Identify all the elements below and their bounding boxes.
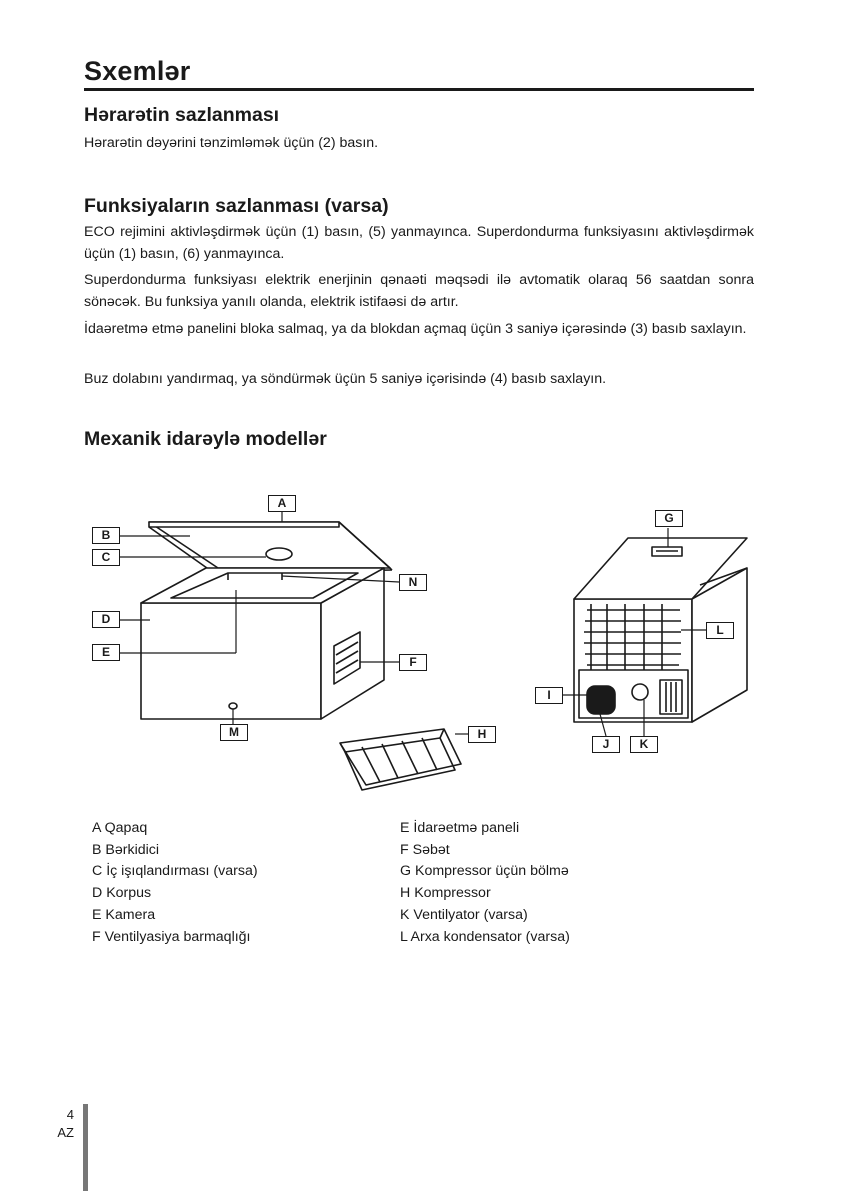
label-E: E <box>92 644 120 661</box>
label-N: N <box>399 574 427 591</box>
page-number: 4 <box>66 1107 74 1122</box>
legend-item: G Kompressor üçün bölmə <box>400 863 569 880</box>
label-A: A <box>268 495 296 512</box>
functions-paragraph-4: Buz dolabını yandırmaq, ya söndürmək üçün 5 saniyə içərisində (4) basıb saxlayın. <box>84 371 607 387</box>
legend-right <box>400 818 570 948</box>
legend-left <box>92 818 258 948</box>
functions-paragraph-3: İdaəretmə etmə panelini bloka salmaq, ya da blokdan açmaq üçün 3 saniyə içərəsində (3) basıb saxlayın. <box>84 321 747 337</box>
heading-mechanical: Mexanik idarəylə modellər <box>84 428 327 450</box>
label-L: L <box>706 622 734 639</box>
legend-item: F Səbət <box>400 841 450 858</box>
language-code: AZ <box>57 1125 74 1140</box>
legend-item: E Kamera <box>92 906 156 923</box>
label-G: G <box>655 510 683 527</box>
label-C: C <box>92 549 120 566</box>
label-J: J <box>592 736 620 753</box>
freezer-diagram <box>0 480 842 800</box>
label-I: I <box>535 687 563 704</box>
functions-paragraph-1: ECO rejimini aktivləşdirmək üçün (1) basın, (5) yanmayınca. Superdondurma funksiyasını aktivləşdirmək üçün (1) basın, (6) yanmayınca. <box>84 224 754 262</box>
label-H: H <box>468 726 496 743</box>
legend-item: A Qapaq <box>92 820 148 836</box>
label-B: B <box>92 527 120 544</box>
functions-paragraph-2: Superdondurma funksiyası elektrik enerjinin qənaəti məqsədi ilə avtomatik olaraq 56 saatdan sonra sönəcək. Bu funksiya yanılı olanda, elektrik istifaəsi də artır. <box>84 272 754 310</box>
legend-item: C İç işıqlandırması (varsa) <box>92 863 258 880</box>
legend-item: F Ventilyasiya barmaqlığı <box>92 928 251 945</box>
heading-functions: Funksiyaların sazlanması (varsa) <box>84 195 389 217</box>
title-rule <box>84 88 754 91</box>
legend-item: K Ventilyator (varsa) <box>400 906 528 923</box>
temperature-text: Hərarətin dəyərini tənzimləmək üçün (2) basın. <box>84 135 379 151</box>
basket-illustration <box>340 729 461 790</box>
legend-item: D Korpus <box>92 885 152 902</box>
label-M: M <box>220 724 248 741</box>
label-F: F <box>399 654 427 671</box>
chest-freezer-illustration <box>141 522 392 719</box>
page-number-block <box>52 1106 74 1142</box>
page-side-bar <box>83 1104 88 1191</box>
legend-item: L Arxa kondensator (varsa) <box>400 928 570 945</box>
legend-item: H Kompressor <box>400 885 491 902</box>
label-K: K <box>630 736 658 753</box>
label-D: D <box>92 611 120 628</box>
page-title: Sxemlər <box>84 56 191 86</box>
heading-temperature: Hərarətin sazlanması <box>84 104 280 126</box>
legend-item: E İdarəetmə paneli <box>400 820 520 836</box>
legend-item: B Bərkidici <box>92 841 160 858</box>
